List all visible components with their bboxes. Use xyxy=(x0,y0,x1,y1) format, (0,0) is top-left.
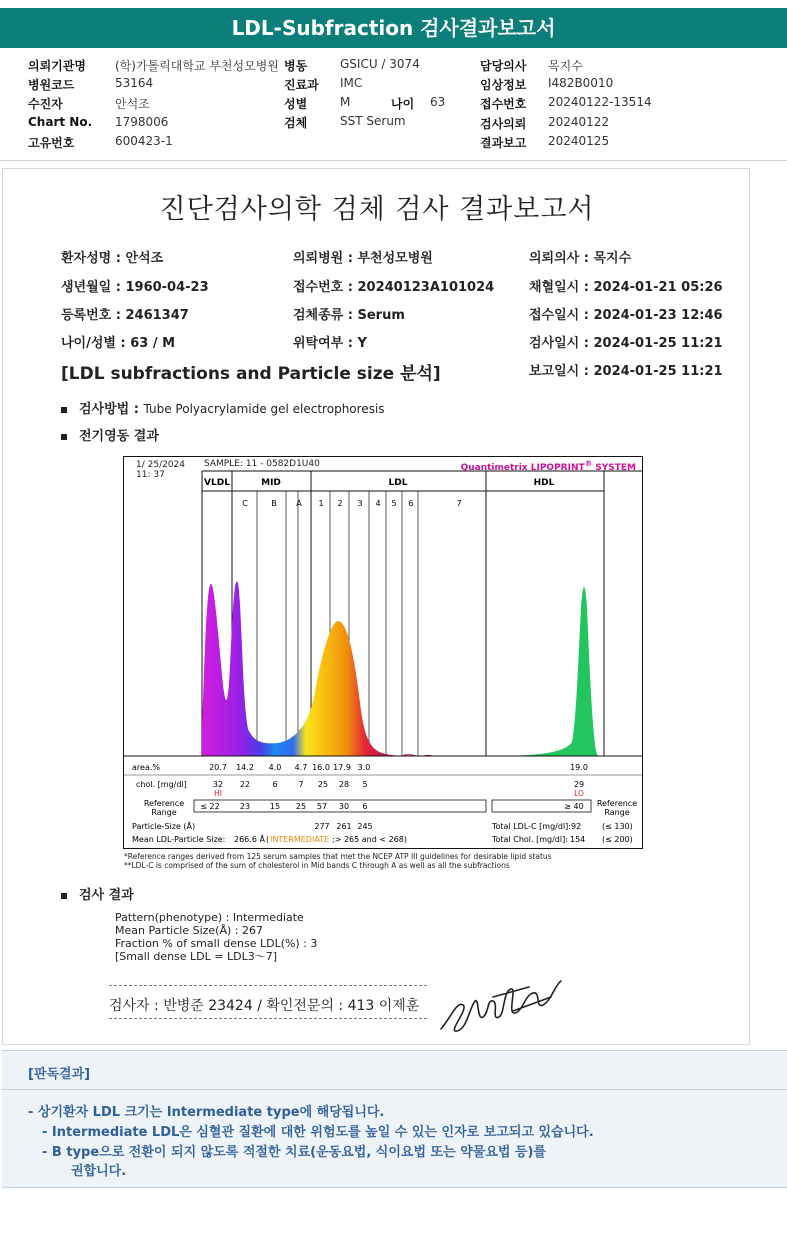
info-value: 안석조 xyxy=(125,251,164,266)
area-pct-value: 3.0 xyxy=(357,763,371,772)
chol-value: 5 xyxy=(362,780,368,789)
electro-label: 전기영동 결과 xyxy=(79,429,159,444)
band-label: 2 xyxy=(337,499,343,508)
total-ldl-ref: (≤ 130) xyxy=(602,822,633,831)
result-line: Mean Particle Size(Å) : 267 xyxy=(115,924,263,937)
method-label: 검사방법 : xyxy=(79,402,144,417)
particle-size-value: 245 xyxy=(357,822,373,831)
header-value: 20240122 xyxy=(548,115,610,129)
area-pct-label: area.% xyxy=(132,763,160,772)
dashed-divider xyxy=(109,985,427,986)
header-label: 접수번호 xyxy=(480,97,527,111)
mean-ldl-ref: ;> 265 and < 268) xyxy=(332,835,407,844)
area-pct-value: 16.0 xyxy=(312,763,330,772)
total-chol-label: Total Chol. [mg/dl]: xyxy=(492,835,568,844)
band-label: A xyxy=(296,499,302,508)
header-value: 안석조 xyxy=(115,97,150,111)
reference-value: 6 xyxy=(362,802,368,811)
total-ldl-label: Total LDL-C [mg/dl]: xyxy=(492,822,571,831)
patient-info-item xyxy=(529,247,631,266)
patient-info-item xyxy=(529,360,723,379)
header-label: 병원코드 xyxy=(28,78,75,92)
patient-info-item xyxy=(293,332,367,351)
chart-brand-suffix: SYSTEM xyxy=(592,463,636,473)
band-label: 1 xyxy=(318,499,324,508)
info-label: 접수일시 : xyxy=(529,308,594,323)
patient-info-item xyxy=(61,304,189,323)
chol-label: chol. [mg/dl] xyxy=(136,780,187,789)
patient-info-item xyxy=(529,332,723,351)
header-label: 결과보고 xyxy=(480,136,527,150)
info-label: 채혈일시 : xyxy=(529,280,594,295)
patient-info-item xyxy=(61,332,175,351)
info-value: 2024-01-25 11:21 xyxy=(593,336,723,351)
result-line: Fraction % of small dense LDL(%) : 3 xyxy=(115,937,318,950)
header-label: 임상정보 xyxy=(480,78,527,92)
chol-value: 29 xyxy=(573,780,585,789)
total-chol-value: 154 xyxy=(570,835,586,844)
chart-time-text: 11: 37 xyxy=(136,470,165,480)
header-value: 600423-1 xyxy=(115,134,173,148)
examiner-line: 검사자 : 반병준 23424 / 확인전문의 : 413 이제훈 xyxy=(109,998,420,1014)
info-value: 목지수 xyxy=(593,251,632,266)
result-line: Pattern(phenotype) : Intermediate xyxy=(115,911,304,924)
reference-label: Reference xyxy=(143,799,185,808)
results-label: 검사 결과 xyxy=(79,888,134,903)
header-label: 의뢰기관명 xyxy=(28,59,86,73)
header-value: 20240122-13514 xyxy=(548,95,652,109)
area-pct-value: 19.0 xyxy=(570,763,588,772)
region-label: HDL xyxy=(533,478,555,488)
chart-sample: SAMPLE: 11 - 0582D1U40 xyxy=(204,459,320,469)
header-value: IMC xyxy=(340,76,363,90)
bullet-icon xyxy=(61,893,67,899)
band-label: 6 xyxy=(408,499,414,508)
interpretation-divider xyxy=(2,1089,787,1090)
request-header xyxy=(0,52,787,156)
header-label: 검체 xyxy=(284,116,308,130)
particle-size-value: 261 xyxy=(336,822,352,831)
region-label: VLDL xyxy=(204,478,230,488)
info-value: 부천성모병원 xyxy=(357,251,433,266)
bullet-icon xyxy=(61,434,67,440)
band-label: 3 xyxy=(357,499,363,508)
chol-value: 6 xyxy=(272,780,278,789)
info-value: 63 / M xyxy=(130,336,176,351)
header-label: 담당의사 xyxy=(480,59,527,73)
patient-info-item xyxy=(293,304,405,323)
area-pct-value: 4.0 xyxy=(268,763,282,772)
total-ldl-value: 92 xyxy=(571,822,582,831)
report-title: 진단검사의학 검체 검사 결과보고서 xyxy=(159,194,595,225)
header-label: 성별 xyxy=(284,97,308,111)
total-chol-ref: (≤ 200) xyxy=(602,835,633,844)
info-label: 접수번호 : xyxy=(293,280,358,295)
band-label: 7 xyxy=(456,499,462,508)
info-value: 2024-01-25 11:21 xyxy=(593,364,723,379)
lipoprint-chart xyxy=(123,456,643,849)
chart-date-text: 1/ 25/2024 xyxy=(136,460,186,470)
info-label: 생년월일 : xyxy=(61,280,126,295)
header-label: 고유번호 xyxy=(28,136,75,150)
method-value: Tube Polyacrylamide gel electrophoresis xyxy=(143,402,385,416)
low-flag: LO xyxy=(574,789,584,798)
reference-label: Reference xyxy=(596,799,638,808)
bullet-icon xyxy=(61,407,67,413)
hdl-peak xyxy=(504,587,598,756)
reference-label: Range xyxy=(604,808,630,817)
reference-value: ≤ 22 xyxy=(200,802,220,811)
header-value: I482B0010 xyxy=(548,76,614,90)
dashed-divider xyxy=(109,1018,427,1019)
info-label: 검체종류 : xyxy=(293,308,358,323)
header-value: 63 xyxy=(430,95,446,109)
info-value: Serum xyxy=(357,308,405,323)
area-pct-value: 4.7 xyxy=(294,763,308,772)
region-label: MID xyxy=(261,478,281,488)
interpretation-title: [판독결과] xyxy=(28,1067,91,1082)
chol-value: 32 xyxy=(212,780,224,789)
particle-size-value: 277 xyxy=(314,822,330,831)
mean-ldl-label: Mean LDL-Particle Size: xyxy=(132,835,226,844)
interpretation-line: 권합니다. xyxy=(71,1164,127,1179)
interpretation-line: - 상기환자 LDL 크기는 Intermediate type에 해당됩니다. xyxy=(28,1105,385,1120)
mean-ldl-class: INTERMEDIATE xyxy=(270,835,330,844)
results-block xyxy=(115,911,317,963)
header-value: (학)가톨릭대학교 부천성모병원 xyxy=(115,59,279,73)
header-label: 검사의뢰 xyxy=(480,117,527,131)
reference-value: 25 xyxy=(295,802,307,811)
header-value: 20240125 xyxy=(548,134,610,148)
registered-mark: ® xyxy=(584,459,593,468)
header-label: 진료과 xyxy=(284,78,319,92)
footnote-2: **LDL-C is comprised of the sum of cholesterol in Mid bands C through A as well as all the subfractions xyxy=(124,861,510,870)
info-label: 나이/성별 : xyxy=(61,336,131,351)
header-value: 목지수 xyxy=(548,59,583,73)
results-heading xyxy=(61,884,134,903)
reference-value: 15 xyxy=(269,802,281,811)
info-label: 등록번호 : xyxy=(61,308,126,323)
mean-ldl-value: 266.6 Å xyxy=(234,835,265,844)
info-value: 2461347 xyxy=(125,308,189,323)
header-label: Chart No. xyxy=(28,115,93,129)
info-label: 환자성명 : xyxy=(61,251,126,266)
band-label: C xyxy=(242,499,248,508)
interpretation-line: - Intermediate LDL은 심혈관 질환에 대한 위험도를 높일 수 있는 인자로 보고되고 있습니다. xyxy=(42,1125,594,1140)
signature-image xyxy=(433,971,573,1041)
section-subtitle: [LDL subfractions and Particle size 분석] xyxy=(61,364,441,384)
region-label: LDL xyxy=(388,478,408,488)
footnote-1: *Reference ranges derived from 125 serum samples that met the NCEP ATP III guidelines for desirable lipid status xyxy=(124,852,552,861)
band-label: 5 xyxy=(391,499,397,508)
chol-value: 22 xyxy=(239,780,251,789)
page-title: LDL-Subfraction 검사결과보고서 xyxy=(0,8,787,48)
header-value: 1798006 xyxy=(115,115,169,129)
patient-info-item xyxy=(293,276,494,295)
info-value: 20240123A101024 xyxy=(357,280,495,295)
info-value: 1960-04-23 xyxy=(125,280,209,295)
info-label: 위탁여부 : xyxy=(293,336,358,351)
header-label: 수진자 xyxy=(28,97,63,111)
patient-info-item xyxy=(293,247,433,266)
chart-canvas xyxy=(124,457,642,848)
reference-label: Range xyxy=(151,808,177,817)
info-value: 2024-01-21 05:26 xyxy=(593,280,723,295)
interpretation-line: - B type으로 전환이 되지 않도록 적절한 치료(운동요법, 식이요법 또는 약물요법 등)를 xyxy=(42,1145,547,1160)
area-pct-value: 20.7 xyxy=(209,763,227,772)
reference-value: 30 xyxy=(338,802,350,811)
header-value: GSICU / 3074 xyxy=(340,57,420,71)
patient-info-item xyxy=(529,304,723,323)
high-flag: HI xyxy=(214,789,222,798)
patient-info-item xyxy=(529,276,723,295)
header-value: 53164 xyxy=(115,76,154,90)
info-label: 의뢰병원 : xyxy=(293,251,358,266)
chol-value: 25 xyxy=(317,780,329,789)
header-value: SST Serum xyxy=(340,114,406,128)
info-value: 2024-01-23 12:46 xyxy=(593,308,723,323)
area-pct-value: 17.9 xyxy=(333,763,351,772)
info-label: 검사일시 : xyxy=(529,336,594,351)
mean-ldl-paren: ( xyxy=(266,835,270,844)
patient-info-item xyxy=(61,247,163,266)
header-divider xyxy=(0,160,787,161)
chol-value: 7 xyxy=(298,780,304,789)
method-line xyxy=(61,398,385,417)
header-value: M xyxy=(340,95,351,109)
info-label: 보고일시 : xyxy=(529,364,594,379)
lab-report xyxy=(2,168,750,1045)
reference-value: ≥ 40 xyxy=(564,802,584,811)
header-label: 병동 xyxy=(284,59,308,73)
header-label: 나이 xyxy=(391,97,415,111)
chol-value: 28 xyxy=(338,780,350,789)
interpretation-panel xyxy=(2,1050,787,1188)
electro-heading xyxy=(61,425,159,444)
particle-size-label: Particle-Size (Å) xyxy=(132,822,196,831)
area-pct-value: 14.2 xyxy=(236,763,254,772)
result-line: [Small dense LDL = LDL3～7] xyxy=(115,950,278,963)
reference-value: 57 xyxy=(316,802,328,811)
info-label: 의뢰의사 : xyxy=(529,251,594,266)
patient-info-item xyxy=(61,276,209,295)
band-label: B xyxy=(271,499,277,508)
reference-value: 23 xyxy=(239,802,251,811)
info-value: Y xyxy=(357,336,367,351)
chart-footnotes xyxy=(124,852,552,870)
chart-brand-name: Quantimetrix LIPOPRINT xyxy=(460,463,585,473)
band-label: 4 xyxy=(375,499,381,508)
